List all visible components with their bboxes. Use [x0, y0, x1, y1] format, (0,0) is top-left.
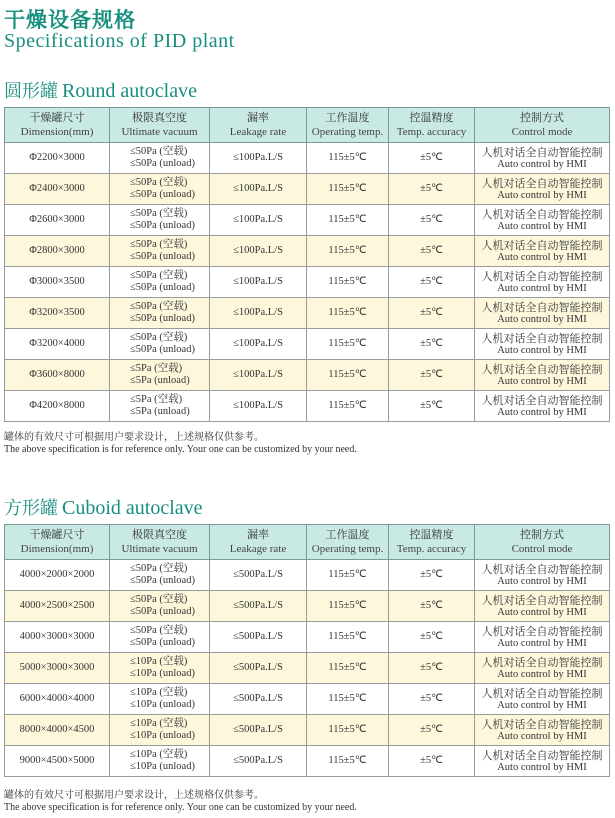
vacuum-unloaded: ≤50Pa (unload) — [130, 637, 195, 648]
dimension-cell: Φ3000×3500 — [5, 267, 110, 298]
header-leakage: 漏率 Leakage rate — [210, 108, 307, 143]
header-vacuum: 极限真空度 Ultimate vacuum — [110, 525, 210, 560]
dimension-cell: Φ3200×4000 — [5, 329, 110, 360]
vacuum-unloaded: ≤50Pa (unload) — [130, 575, 195, 586]
control-cn: 人机对话全自动智能控制 — [481, 145, 603, 159]
dimension-cell: Φ3600×8000 — [5, 360, 110, 391]
accuracy-cell: ±5℃ — [389, 622, 475, 653]
leakage-cell: ≤500Pa.L/S — [210, 560, 307, 591]
vacuum-cell — [110, 391, 210, 422]
control-cn: 人机对话全自动智能控制 — [481, 624, 603, 638]
dimension-cell: Φ2400×3000 — [5, 174, 110, 205]
temperature-cell: 115±5℃ — [307, 746, 389, 777]
vacuum-loaded: ≤50Pa (空载) — [130, 177, 188, 188]
round-note-cn: 罐体的有效尺寸可根据用户要求设计，上述规格仅供参考。 — [4, 432, 264, 443]
control-cn: 人机对话全自动智能控制 — [481, 176, 603, 190]
vacuum-cell — [110, 746, 210, 777]
cuboid-title-cn: 方形罐 — [4, 498, 58, 519]
round-spec-table — [4, 107, 610, 422]
header-accuracy: 控温精度 Temp. accuracy — [389, 108, 475, 143]
leakage-cell: ≤500Pa.L/S — [210, 622, 307, 653]
dimension-cell: Φ2200×3000 — [5, 143, 110, 174]
accuracy-cell: ±5℃ — [389, 174, 475, 205]
control-cell — [475, 391, 610, 422]
vacuum-cell — [110, 360, 210, 391]
accuracy-cell: ±5℃ — [389, 560, 475, 591]
control-en: Auto control by HMI — [497, 220, 587, 232]
vacuum-loaded: ≤50Pa (空载) — [130, 270, 188, 281]
dimension-cell: 4000×2500×2500 — [5, 591, 110, 622]
vacuum-unloaded: ≤50Pa (unload) — [130, 313, 195, 324]
page-title-cn: 干燥设备规格 — [4, 8, 136, 32]
accuracy-cell: ±5℃ — [389, 591, 475, 622]
vacuum-unloaded: ≤50Pa (unload) — [130, 158, 195, 169]
temperature-cell: 115±5℃ — [307, 298, 389, 329]
dimension-cell: 8000×4000×4500 — [5, 715, 110, 746]
round-title-en: Round autoclave — [62, 80, 197, 102]
vacuum-loaded: ≤50Pa (空载) — [130, 563, 188, 574]
accuracy-cell: ±5℃ — [389, 329, 475, 360]
table-row — [5, 205, 610, 236]
vacuum-cell — [110, 236, 210, 267]
header-temperature: 工作温度 Operating temp. — [307, 108, 389, 143]
accuracy-cell: ±5℃ — [389, 267, 475, 298]
leakage-cell: ≤500Pa.L/S — [210, 715, 307, 746]
dimension-cell: 9000×4500×5000 — [5, 746, 110, 777]
temperature-cell: 115±5℃ — [307, 591, 389, 622]
accuracy-cell: ±5℃ — [389, 236, 475, 267]
leakage-cell: ≤100Pa.L/S — [210, 329, 307, 360]
control-cn: 人机对话全自动智能控制 — [481, 393, 603, 407]
round-section-title — [4, 77, 197, 103]
control-en: Auto control by HMI — [497, 189, 587, 201]
cuboid-note-cn: 罐体的有效尺寸可根据用户要求设计，上述规格仅供参考。 — [4, 790, 264, 801]
control-cell — [475, 560, 610, 591]
table-row — [5, 298, 610, 329]
vacuum-unloaded: ≤5Pa (unload) — [130, 406, 190, 417]
leakage-cell: ≤100Pa.L/S — [210, 174, 307, 205]
control-cn: 人机对话全自动智能控制 — [481, 655, 603, 669]
cuboid-note — [4, 790, 357, 814]
table-row — [5, 391, 610, 422]
table-row — [5, 174, 610, 205]
leakage-cell: ≤500Pa.L/S — [210, 684, 307, 715]
table-row — [5, 360, 610, 391]
table-row — [5, 622, 610, 653]
control-cell — [475, 591, 610, 622]
control-cell — [475, 298, 610, 329]
dimension-cell: Φ2600×3000 — [5, 205, 110, 236]
dimension-cell: 6000×4000×4000 — [5, 684, 110, 715]
table-row — [5, 329, 610, 360]
control-en: Auto control by HMI — [497, 730, 587, 742]
table-row — [5, 715, 610, 746]
temperature-cell: 115±5℃ — [307, 205, 389, 236]
vacuum-unloaded: ≤10Pa (unload) — [130, 699, 195, 710]
leakage-cell: ≤100Pa.L/S — [210, 205, 307, 236]
table-row — [5, 143, 610, 174]
control-cell — [475, 174, 610, 205]
accuracy-cell: ±5℃ — [389, 360, 475, 391]
vacuum-cell — [110, 591, 210, 622]
vacuum-cell — [110, 329, 210, 360]
temperature-cell: 115±5℃ — [307, 391, 389, 422]
control-cn: 人机对话全自动智能控制 — [481, 362, 603, 376]
vacuum-cell — [110, 143, 210, 174]
control-en: Auto control by HMI — [497, 375, 587, 387]
leakage-cell: ≤500Pa.L/S — [210, 591, 307, 622]
temperature-cell: 115±5℃ — [307, 653, 389, 684]
table-row — [5, 746, 610, 777]
control-en: Auto control by HMI — [497, 761, 587, 773]
accuracy-cell: ±5℃ — [389, 715, 475, 746]
control-cn: 人机对话全自动智能控制 — [481, 562, 603, 576]
control-cell — [475, 653, 610, 684]
accuracy-cell: ±5℃ — [389, 653, 475, 684]
vacuum-loaded: ≤50Pa (空载) — [130, 239, 188, 250]
vacuum-unloaded: ≤50Pa (unload) — [130, 251, 195, 262]
control-cell — [475, 622, 610, 653]
table-header-row — [5, 108, 610, 143]
dimension-cell: 4000×3000×3000 — [5, 622, 110, 653]
vacuum-loaded: ≤5Pa (空载) — [130, 363, 183, 374]
control-cn: 人机对话全自动智能控制 — [481, 686, 603, 700]
control-en: Auto control by HMI — [497, 406, 587, 418]
leakage-cell: ≤100Pa.L/S — [210, 267, 307, 298]
accuracy-cell: ±5℃ — [389, 143, 475, 174]
cuboid-note-en: The above specification is for reference only. Your one can be customized by your need. — [4, 802, 357, 813]
vacuum-loaded: ≤50Pa (空载) — [130, 301, 188, 312]
control-cell — [475, 746, 610, 777]
accuracy-cell: ±5℃ — [389, 298, 475, 329]
cuboid-title-en: Cuboid autoclave — [62, 497, 203, 519]
table-row — [5, 267, 610, 298]
control-cell — [475, 267, 610, 298]
control-en: Auto control by HMI — [497, 282, 587, 294]
leakage-cell: ≤500Pa.L/S — [210, 653, 307, 684]
vacuum-cell — [110, 174, 210, 205]
control-cell — [475, 236, 610, 267]
control-cell — [475, 360, 610, 391]
control-en: Auto control by HMI — [497, 313, 587, 325]
control-cn: 人机对话全自动智能控制 — [481, 238, 603, 252]
vacuum-unloaded: ≤50Pa (unload) — [130, 282, 195, 293]
temperature-cell: 115±5℃ — [307, 143, 389, 174]
vacuum-cell — [110, 715, 210, 746]
page-title-en: Specifications of PID plant — [4, 30, 235, 52]
accuracy-cell: ±5℃ — [389, 205, 475, 236]
vacuum-loaded: ≤10Pa (空载) — [130, 718, 188, 729]
accuracy-cell: ±5℃ — [389, 391, 475, 422]
leakage-cell: ≤100Pa.L/S — [210, 360, 307, 391]
control-cell — [475, 143, 610, 174]
vacuum-unloaded: ≤50Pa (unload) — [130, 344, 195, 355]
accuracy-cell: ±5℃ — [389, 746, 475, 777]
vacuum-cell — [110, 622, 210, 653]
control-en: Auto control by HMI — [497, 637, 587, 649]
vacuum-cell — [110, 684, 210, 715]
vacuum-loaded: ≤10Pa (空载) — [130, 656, 188, 667]
control-en: Auto control by HMI — [497, 251, 587, 263]
vacuum-loaded: ≤5Pa (空载) — [130, 394, 183, 405]
control-cn: 人机对话全自动智能控制 — [481, 717, 603, 731]
control-cn: 人机对话全自动智能控制 — [481, 300, 603, 314]
vacuum-cell — [110, 298, 210, 329]
accuracy-cell: ±5℃ — [389, 684, 475, 715]
header-dimension: 干燥罐尺寸 Dimension(mm) — [5, 525, 110, 560]
temperature-cell: 115±5℃ — [307, 560, 389, 591]
control-en: Auto control by HMI — [497, 575, 587, 587]
control-cell — [475, 684, 610, 715]
header-control: 控制方式 Control mode — [475, 525, 610, 560]
control-en: Auto control by HMI — [497, 699, 587, 711]
table-row — [5, 560, 610, 591]
leakage-cell: ≤100Pa.L/S — [210, 143, 307, 174]
control-cn: 人机对话全自动智能控制 — [481, 331, 603, 345]
vacuum-unloaded: ≤50Pa (unload) — [130, 189, 195, 200]
header-leakage: 漏率 Leakage rate — [210, 525, 307, 560]
temperature-cell: 115±5℃ — [307, 622, 389, 653]
temperature-cell: 115±5℃ — [307, 684, 389, 715]
dimension-cell: Φ3200×3500 — [5, 298, 110, 329]
temperature-cell: 115±5℃ — [307, 360, 389, 391]
control-cn: 人机对话全自动智能控制 — [481, 748, 603, 762]
temperature-cell: 115±5℃ — [307, 329, 389, 360]
table-row — [5, 653, 610, 684]
control-cell — [475, 715, 610, 746]
cuboid-section-title — [4, 494, 203, 520]
table-row — [5, 236, 610, 267]
control-cn: 人机对话全自动智能控制 — [481, 593, 603, 607]
dimension-cell: 4000×2000×2000 — [5, 560, 110, 591]
vacuum-cell — [110, 653, 210, 684]
header-temperature: 工作温度 Operating temp. — [307, 525, 389, 560]
leakage-cell: ≤100Pa.L/S — [210, 391, 307, 422]
table-row — [5, 591, 610, 622]
vacuum-cell — [110, 205, 210, 236]
vacuum-unloaded: ≤50Pa (unload) — [130, 220, 195, 231]
table-row — [5, 684, 610, 715]
control-en: Auto control by HMI — [497, 158, 587, 170]
vacuum-unloaded: ≤10Pa (unload) — [130, 761, 195, 772]
vacuum-loaded: ≤50Pa (空载) — [130, 625, 188, 636]
temperature-cell: 115±5℃ — [307, 715, 389, 746]
round-note — [4, 432, 357, 456]
header-control: 控制方式 Control mode — [475, 108, 610, 143]
vacuum-cell — [110, 267, 210, 298]
leakage-cell: ≤100Pa.L/S — [210, 298, 307, 329]
vacuum-unloaded: ≤10Pa (unload) — [130, 668, 195, 679]
leakage-cell: ≤500Pa.L/S — [210, 746, 307, 777]
temperature-cell: 115±5℃ — [307, 236, 389, 267]
dimension-cell: Φ2800×3000 — [5, 236, 110, 267]
table-header-row — [5, 525, 610, 560]
vacuum-loaded: ≤10Pa (空载) — [130, 749, 188, 760]
vacuum-cell — [110, 560, 210, 591]
header-dimension: 干燥罐尺寸 Dimension(mm) — [5, 108, 110, 143]
round-title-cn: 圆形罐 — [4, 81, 58, 102]
leakage-cell: ≤100Pa.L/S — [210, 236, 307, 267]
vacuum-unloaded: ≤50Pa (unload) — [130, 606, 195, 617]
vacuum-loaded: ≤50Pa (空载) — [130, 146, 188, 157]
header-accuracy: 控温精度 Temp. accuracy — [389, 525, 475, 560]
temperature-cell: 115±5℃ — [307, 174, 389, 205]
control-cn: 人机对话全自动智能控制 — [481, 269, 603, 283]
round-note-en: The above specification is for reference only. Your one can be customized by your need. — [4, 444, 357, 455]
control-cn: 人机对话全自动智能控制 — [481, 207, 603, 221]
header-vacuum: 极限真空度 Ultimate vacuum — [110, 108, 210, 143]
vacuum-loaded: ≤10Pa (空载) — [130, 687, 188, 698]
control-en: Auto control by HMI — [497, 606, 587, 618]
dimension-cell: Φ4200×8000 — [5, 391, 110, 422]
control-en: Auto control by HMI — [497, 668, 587, 680]
control-en: Auto control by HMI — [497, 344, 587, 356]
cuboid-spec-table — [4, 524, 610, 777]
dimension-cell: 5000×3000×3000 — [5, 653, 110, 684]
vacuum-loaded: ≤50Pa (空载) — [130, 332, 188, 343]
vacuum-loaded: ≤50Pa (空载) — [130, 208, 188, 219]
temperature-cell: 115±5℃ — [307, 267, 389, 298]
vacuum-unloaded: ≤5Pa (unload) — [130, 375, 190, 386]
vacuum-unloaded: ≤10Pa (unload) — [130, 730, 195, 741]
control-cell — [475, 329, 610, 360]
control-cell — [475, 205, 610, 236]
vacuum-loaded: ≤50Pa (空载) — [130, 594, 188, 605]
